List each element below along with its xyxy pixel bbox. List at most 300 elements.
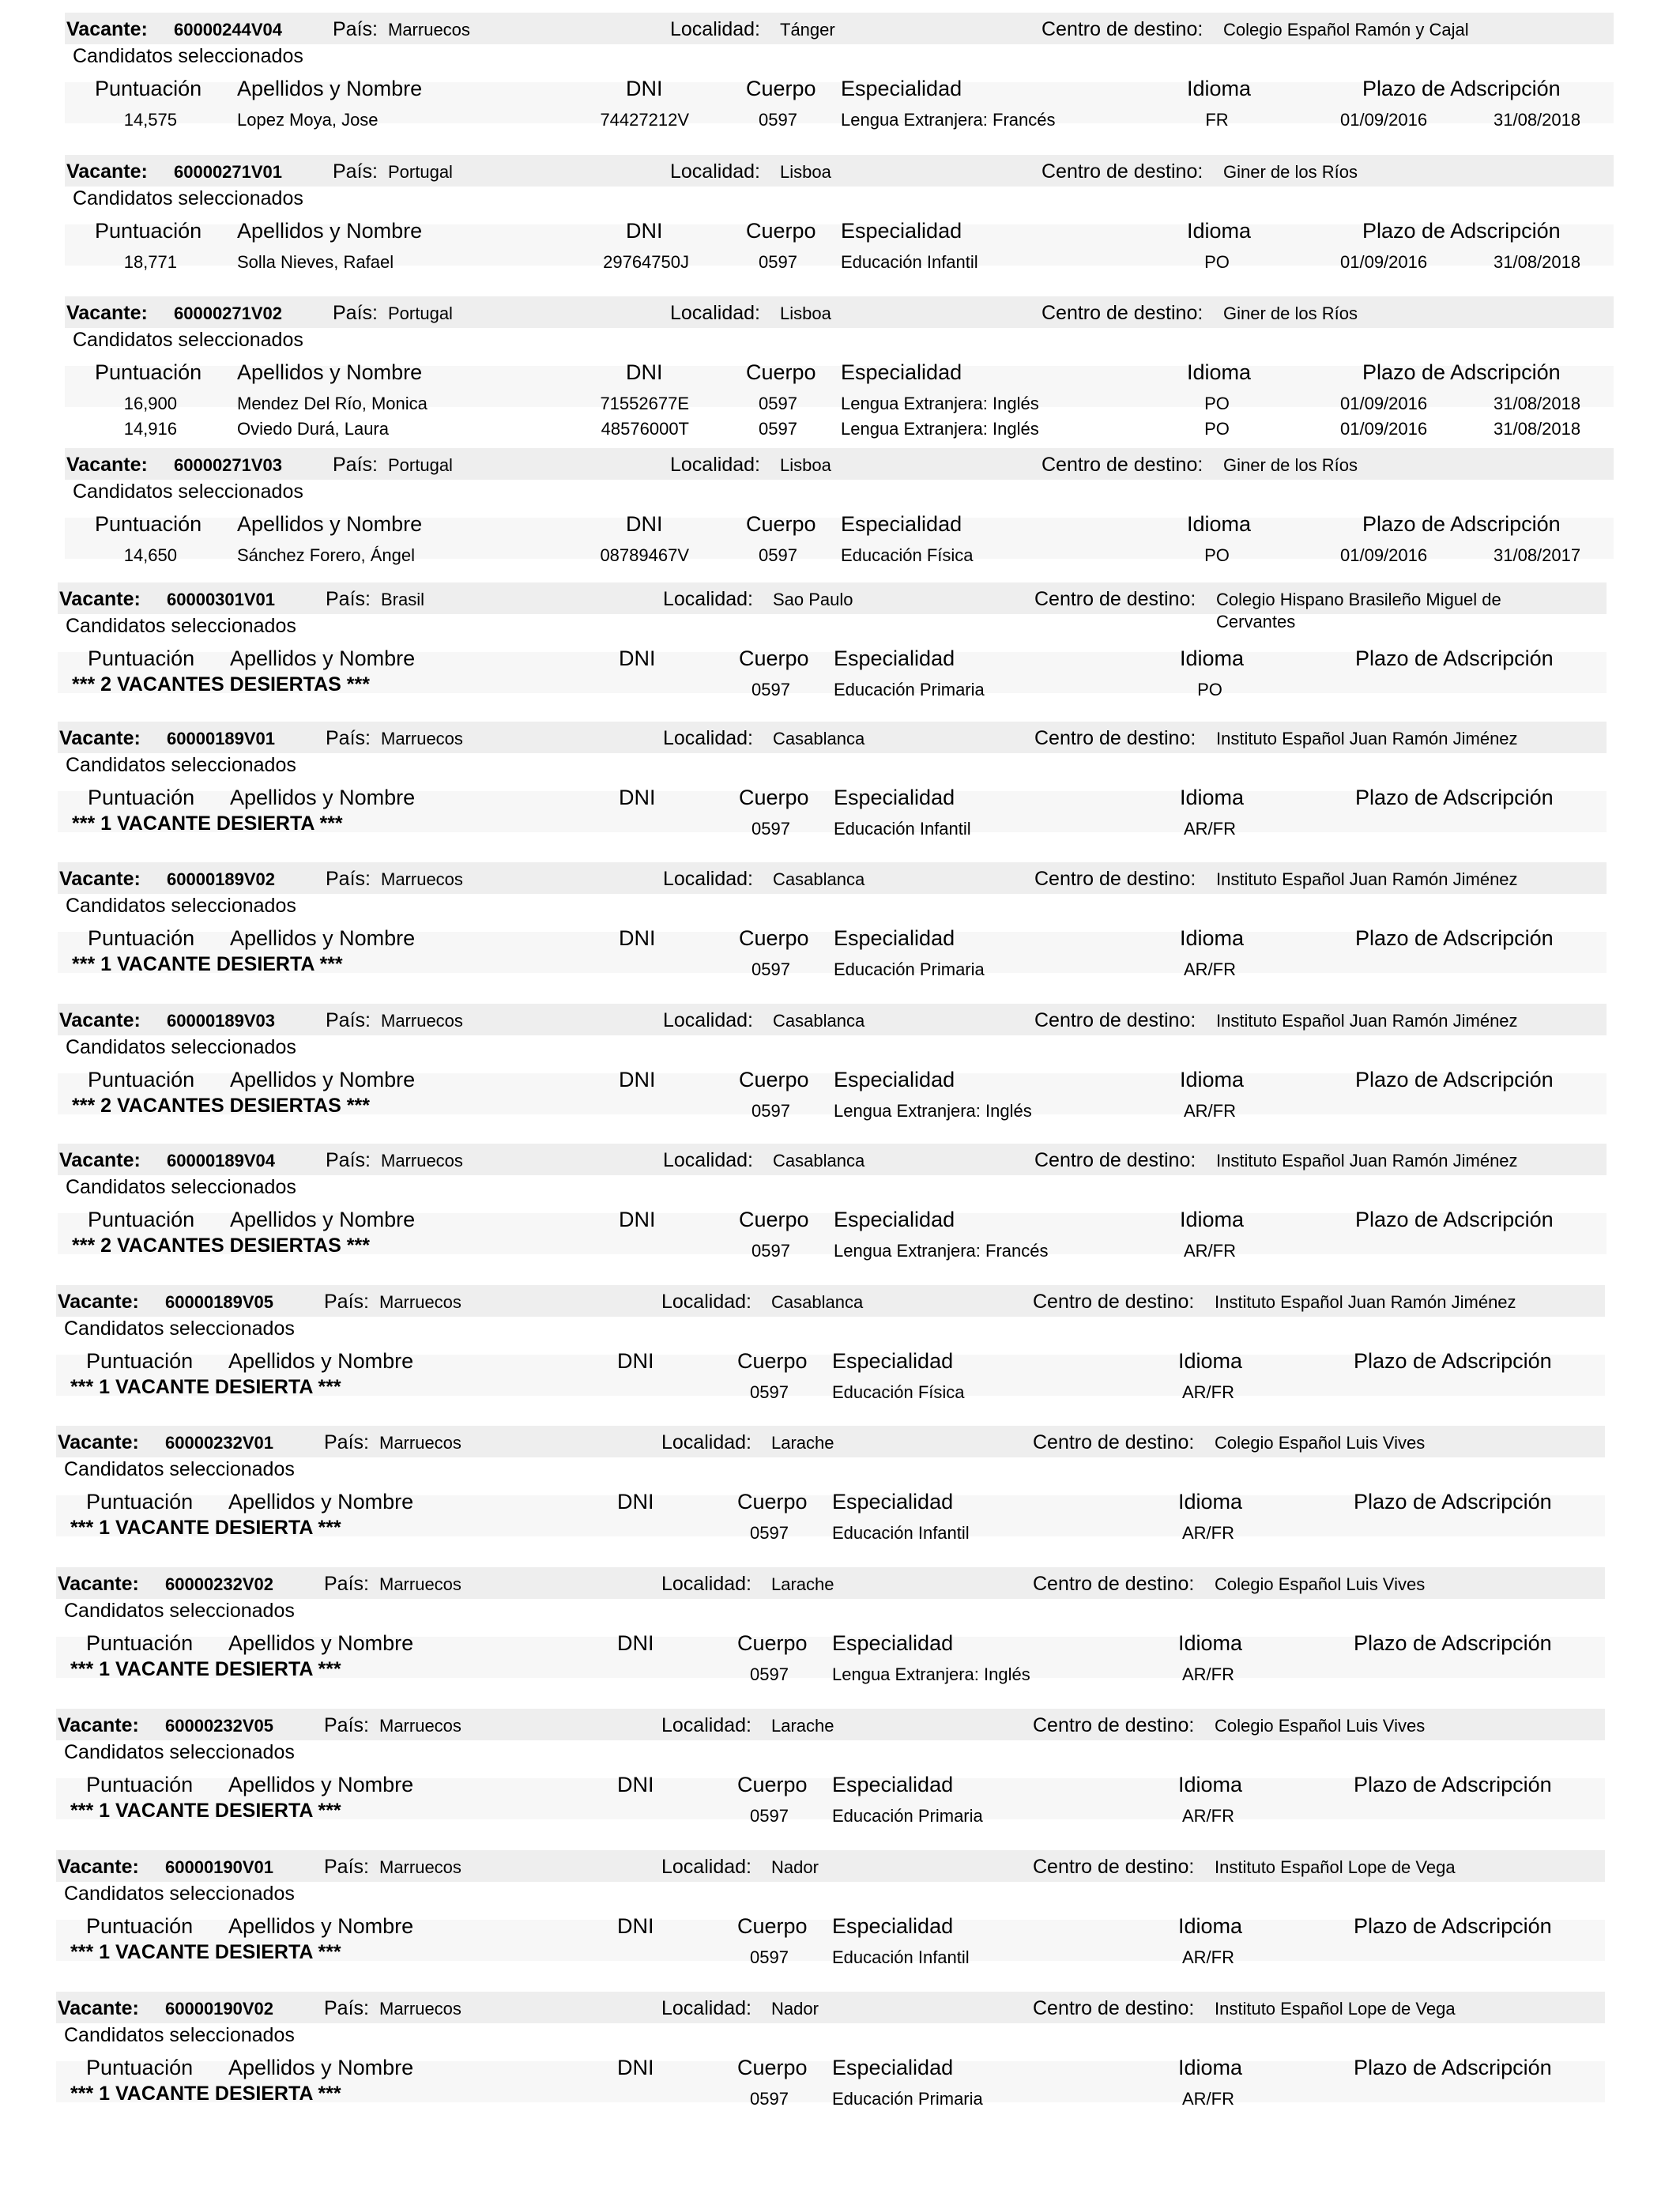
centro-value: Instituto Español Juan Ramón Jiménez — [1215, 1292, 1516, 1312]
pais-label: País: — [326, 1009, 371, 1031]
column-header-puntuacion: Puntuación — [88, 786, 195, 809]
vacante-block — [0, 155, 1680, 296]
column-header-dni: DNI — [617, 1773, 654, 1796]
vacante-desierta-notice: *** 1 VACANTE DESIERTA *** — [70, 1800, 341, 1822]
column-header-idioma: Idioma — [1187, 512, 1252, 536]
cell-puntuacion: 14,916 — [123, 419, 177, 439]
vacante-block — [0, 448, 1680, 582]
column-header-dni: DNI — [617, 1631, 654, 1655]
localidad-value: Casablanca — [773, 869, 865, 889]
cell-cuerpo: 0597 — [750, 1382, 789, 1402]
pais-label: País: — [324, 1714, 369, 1736]
column-header-especialidad: Especialidad — [832, 1349, 954, 1373]
centro-value: Instituto Español Lope de Vega — [1215, 1857, 1456, 1877]
pais-label: País: — [333, 160, 378, 183]
centro-label: Centro de destino: — [1034, 727, 1196, 749]
localidad-label: Localidad: — [661, 1714, 751, 1736]
cell-idioma: AR/FR — [1182, 2089, 1234, 2109]
vacante-code: 60000271V02 — [174, 303, 283, 323]
column-header-dni: DNI — [617, 1349, 654, 1373]
candidatos-heading: Candidatos seleccionados — [64, 1458, 295, 1480]
vacante-code: 60000232V02 — [165, 1574, 274, 1594]
column-header-puntuacion: Puntuación — [86, 1490, 194, 1514]
localidad-value: Casablanca — [773, 1011, 865, 1031]
column-header-especialidad: Especialidad — [841, 219, 962, 243]
cell-idioma: AR/FR — [1184, 1241, 1236, 1261]
pais-label: País: — [324, 1431, 369, 1453]
cell-cuerpo: 0597 — [750, 1523, 789, 1543]
vacante-code: 60000271V03 — [174, 455, 283, 475]
vacante-block — [0, 1567, 1680, 1709]
column-header-nombre: Apellidos y Nombre — [230, 786, 416, 809]
cell-idioma: PO — [1204, 252, 1230, 272]
column-header-cuerpo: Cuerpo — [746, 360, 816, 384]
vacante-code: 60000271V01 — [174, 162, 283, 182]
vacante-desierta-notice: *** 1 VACANTE DESIERTA *** — [70, 1517, 341, 1539]
column-header-plazo: Plazo de Adscripción — [1362, 360, 1561, 384]
cell-dni: 74427212V — [600, 110, 689, 130]
pais-label: País: — [333, 302, 378, 324]
vacante-desierta-notice: *** 1 VACANTE DESIERTA *** — [70, 1658, 341, 1680]
candidatos-heading: Candidatos seleccionados — [64, 1883, 295, 1905]
vacante-label: Vacante: — [59, 727, 141, 749]
localidad-label: Localidad: — [661, 1997, 751, 2019]
column-header-dni: DNI — [617, 1490, 654, 1514]
localidad-value: Larache — [771, 1716, 834, 1736]
column-header-cuerpo: Cuerpo — [739, 926, 809, 950]
column-header-puntuacion: Puntuación — [95, 512, 202, 536]
cell-especialidad: Lengua Extranjera: Francés — [834, 1241, 1049, 1261]
cell-cuerpo: 0597 — [750, 1806, 789, 1826]
cell-dni: 08789467V — [600, 545, 689, 565]
vacante-label: Vacante: — [58, 1856, 139, 1878]
column-header-cuerpo: Cuerpo — [737, 1631, 808, 1655]
cell-plazo-desde: 01/09/2016 — [1340, 419, 1428, 439]
column-header-cuerpo: Cuerpo — [746, 77, 816, 100]
cell-idioma: PO — [1204, 394, 1230, 413]
cell-cuerpo: 0597 — [750, 2089, 789, 2109]
candidatos-heading: Candidatos seleccionados — [64, 1600, 295, 1622]
candidatos-heading: Candidatos seleccionados — [66, 754, 296, 776]
column-header-plazo: Plazo de Adscripción — [1362, 512, 1561, 536]
cell-dni: 71552677E — [600, 394, 689, 413]
cell-dni: 29764750J — [603, 252, 689, 272]
cell-plazo-hasta: 31/08/2018 — [1494, 394, 1581, 413]
centro-value: Colegio Español Ramón y Cajal — [1223, 20, 1469, 40]
column-header-idioma: Idioma — [1187, 360, 1252, 384]
vacante-label: Vacante: — [66, 18, 148, 40]
column-header-cuerpo: Cuerpo — [737, 2056, 808, 2079]
localidad-value: Larache — [771, 1574, 834, 1594]
localidad-label: Localidad: — [670, 160, 760, 183]
cell-especialidad: Educación Primaria — [834, 959, 985, 979]
column-header-cuerpo: Cuerpo — [739, 786, 809, 809]
centro-value: Colegio Español Luis Vives — [1215, 1433, 1426, 1453]
column-header-especialidad: Especialidad — [834, 786, 955, 809]
column-header-plazo: Plazo de Adscripción — [1355, 1068, 1554, 1091]
column-header-idioma: Idioma — [1178, 1773, 1243, 1796]
column-header-especialidad: Especialidad — [841, 512, 962, 536]
vacante-code: 60000232V05 — [165, 1716, 274, 1736]
cell-plazo-desde: 01/09/2016 — [1340, 545, 1428, 565]
column-header-plazo: Plazo de Adscripción — [1354, 1490, 1552, 1514]
vacante-desierta-notice: *** 1 VACANTE DESIERTA *** — [70, 1941, 341, 1963]
cell-especialidad: Educación Infantil — [832, 1947, 970, 1967]
column-header-idioma: Idioma — [1180, 926, 1245, 950]
vacante-label: Vacante: — [59, 868, 141, 890]
centro-value: Giner de los Ríos — [1223, 162, 1358, 182]
localidad-label: Localidad: — [661, 1291, 751, 1313]
centro-label: Centro de destino: — [1033, 1431, 1195, 1453]
candidatos-heading: Candidatos seleccionados — [64, 1318, 295, 1340]
centro-value: Giner de los Ríos — [1223, 303, 1358, 323]
pais-value: Marruecos — [379, 1292, 461, 1312]
localidad-label: Localidad: — [670, 18, 760, 40]
vacante-desierta-notice: *** 1 VACANTE DESIERTA *** — [72, 953, 343, 975]
pais-label: País: — [324, 1997, 369, 2019]
column-header-dni: DNI — [626, 77, 663, 100]
localidad-value: Lisboa — [780, 162, 831, 182]
candidatos-heading: Candidatos seleccionados — [66, 1176, 296, 1198]
column-header-especialidad: Especialidad — [841, 77, 962, 100]
column-header-puntuacion: Puntuación — [95, 219, 202, 243]
cell-nombre: Solla Nieves, Rafael — [237, 252, 394, 272]
vacante-code: 60000189V02 — [167, 869, 276, 889]
column-header-puntuacion: Puntuación — [86, 1914, 194, 1938]
column-header-cuerpo: Cuerpo — [737, 1490, 808, 1514]
centro-label: Centro de destino: — [1033, 1997, 1195, 2019]
candidatos-heading: Candidatos seleccionados — [66, 895, 296, 917]
vacante-label: Vacante: — [66, 454, 148, 476]
cell-especialidad: Educación Infantil — [834, 819, 971, 839]
column-header-plazo: Plazo de Adscripción — [1354, 1631, 1552, 1655]
vacante-label: Vacante: — [58, 1997, 139, 2019]
column-header-especialidad: Especialidad — [832, 1631, 954, 1655]
cell-idioma: PO — [1204, 545, 1230, 565]
vacante-code: 60000189V01 — [167, 729, 276, 748]
cell-plazo-desde: 01/09/2016 — [1340, 394, 1428, 413]
column-header-dni: DNI — [617, 1914, 654, 1938]
pais-label: País: — [326, 588, 371, 610]
vacante-block — [0, 862, 1680, 1004]
column-header-puntuacion: Puntuación — [86, 1631, 194, 1655]
pais-label: País: — [326, 868, 371, 890]
pais-label: País: — [324, 1856, 369, 1878]
cell-cuerpo: 0597 — [750, 1947, 789, 1967]
vacante-block — [0, 1004, 1680, 1144]
column-header-especialidad: Especialidad — [832, 1773, 954, 1796]
localidad-label: Localidad: — [661, 1856, 751, 1878]
column-header-nombre: Apellidos y Nombre — [237, 360, 423, 384]
column-header-puntuacion: Puntuación — [88, 926, 195, 950]
cell-puntuacion: 14,650 — [123, 545, 177, 565]
column-header-dni: DNI — [619, 786, 656, 809]
column-header-especialidad: Especialidad — [834, 1208, 955, 1231]
vacante-desierta-notice: *** 2 VACANTES DESIERTAS *** — [72, 673, 370, 696]
cell-cuerpo: 0597 — [751, 680, 790, 699]
cell-idioma: AR/FR — [1182, 1947, 1234, 1967]
vacante-desierta-notice: *** 1 VACANTE DESIERTA *** — [72, 812, 343, 835]
localidad-label: Localidad: — [663, 1009, 753, 1031]
centro-label: Centro de destino: — [1033, 1291, 1195, 1313]
column-header-especialidad: Especialidad — [832, 1914, 954, 1938]
cell-idioma: AR/FR — [1182, 1664, 1234, 1684]
vacante-label: Vacante: — [58, 1291, 139, 1313]
vacante-label: Vacante: — [59, 1149, 141, 1171]
column-header-idioma: Idioma — [1178, 2056, 1243, 2079]
cell-especialidad: Educación Física — [832, 1382, 965, 1402]
vacante-desierta-notice: *** 1 VACANTE DESIERTA *** — [70, 2083, 341, 2105]
centro-value: Instituto Español Juan Ramón Jiménez — [1216, 1151, 1518, 1171]
localidad-value: Nador — [771, 1857, 819, 1877]
centro-label: Centro de destino: — [1034, 588, 1196, 610]
centro-label: Centro de destino: — [1042, 454, 1203, 476]
pais-label: País: — [333, 454, 378, 476]
vacante-code: 60000301V01 — [167, 590, 276, 609]
vacante-block — [0, 1426, 1680, 1567]
cell-cuerpo: 0597 — [751, 959, 790, 979]
centro-label: Centro de destino: — [1042, 160, 1203, 183]
cell-idioma: AR/FR — [1184, 959, 1236, 979]
cell-puntuacion: 18,771 — [123, 252, 177, 272]
column-header-idioma: Idioma — [1180, 1208, 1245, 1231]
column-header-especialidad: Especialidad — [834, 647, 955, 670]
cell-especialidad: Educación Infantil — [832, 1523, 970, 1543]
cell-idioma: FR — [1205, 110, 1229, 130]
localidad-label: Localidad: — [670, 454, 760, 476]
vacante-label: Vacante: — [59, 588, 141, 610]
centro-label: Centro de destino: — [1034, 1009, 1196, 1031]
column-header-plazo: Plazo de Adscripción — [1354, 1349, 1552, 1373]
cell-idioma: AR/FR — [1182, 1806, 1234, 1826]
cell-plazo-hasta: 31/08/2018 — [1494, 110, 1581, 130]
localidad-label: Localidad: — [663, 588, 753, 610]
column-header-idioma: Idioma — [1180, 786, 1245, 809]
column-header-nombre: Apellidos y Nombre — [237, 512, 423, 536]
localidad-label: Localidad: — [661, 1573, 751, 1595]
column-header-nombre: Apellidos y Nombre — [230, 1068, 416, 1091]
column-header-cuerpo: Cuerpo — [737, 1773, 808, 1796]
candidatos-heading: Candidatos seleccionados — [66, 615, 296, 637]
cell-plazo-desde: 01/09/2016 — [1340, 110, 1428, 130]
cell-plazo-hasta: 31/08/2017 — [1494, 545, 1581, 565]
candidatos-heading: Candidatos seleccionados — [66, 1036, 296, 1058]
column-header-puntuacion: Puntuación — [88, 1068, 195, 1091]
cell-cuerpo: 0597 — [759, 252, 797, 272]
cell-especialidad: Educación Infantil — [841, 252, 978, 272]
centro-value: Instituto Español Juan Ramón Jiménez — [1216, 729, 1518, 748]
vacante-block — [0, 1144, 1680, 1285]
cell-idioma: AR/FR — [1184, 819, 1236, 839]
column-header-cuerpo: Cuerpo — [737, 1914, 808, 1938]
cell-idioma: AR/FR — [1182, 1382, 1234, 1402]
cell-plazo-desde: 01/09/2016 — [1340, 252, 1428, 272]
cell-especialidad: Educación Primaria — [832, 2089, 983, 2109]
vacante-label: Vacante: — [59, 1009, 141, 1031]
column-header-nombre: Apellidos y Nombre — [228, 1349, 414, 1373]
vacante-label: Vacante: — [58, 1573, 139, 1595]
pais-value: Marruecos — [381, 729, 463, 748]
candidatos-heading: Candidatos seleccionados — [73, 187, 303, 209]
column-header-dni: DNI — [626, 360, 663, 384]
vacante-code: 60000190V01 — [165, 1857, 274, 1877]
candidatos-heading: Candidatos seleccionados — [73, 481, 303, 503]
cell-especialidad: Educación Primaria — [832, 1806, 983, 1826]
column-header-dni: DNI — [626, 219, 663, 243]
cell-especialidad: Lengua Extranjera: Inglés — [841, 419, 1039, 439]
cell-cuerpo: 0597 — [759, 110, 797, 130]
cell-nombre: Sánchez Forero, Ángel — [237, 545, 416, 565]
column-header-nombre: Apellidos y Nombre — [230, 647, 416, 670]
column-header-nombre: Apellidos y Nombre — [237, 77, 423, 100]
vacante-block — [0, 1709, 1680, 1850]
localidad-value: Casablanca — [773, 1151, 865, 1171]
localidad-value: Lisboa — [780, 303, 831, 323]
centro-label: Centro de destino: — [1033, 1573, 1195, 1595]
column-header-puntuacion: Puntuación — [95, 77, 202, 100]
centro-value: Colegio Hispano Brasileño Miguel de Cervantes — [1216, 590, 1501, 631]
localidad-value: Larache — [771, 1433, 834, 1453]
column-header-plazo: Plazo de Adscripción — [1354, 1773, 1552, 1796]
cell-cuerpo: 0597 — [759, 545, 797, 565]
vacante-block — [0, 1992, 1680, 2134]
vacante-block — [0, 296, 1680, 448]
cell-cuerpo: 0597 — [759, 394, 797, 413]
column-header-dni: DNI — [617, 2056, 654, 2079]
pais-value: Marruecos — [381, 869, 463, 889]
column-header-plazo: Plazo de Adscripción — [1354, 2056, 1552, 2079]
cell-cuerpo: 0597 — [759, 419, 797, 439]
column-header-idioma: Idioma — [1178, 1490, 1243, 1514]
cell-especialidad: Lengua Extranjera: Francés — [841, 110, 1056, 130]
column-header-nombre: Apellidos y Nombre — [228, 1914, 414, 1938]
localidad-label: Localidad: — [663, 1149, 753, 1171]
cell-especialidad: Educación Física — [841, 545, 974, 565]
column-header-dni: DNI — [619, 1208, 656, 1231]
localidad-value: Casablanca — [773, 729, 865, 748]
pais-label: País: — [326, 1149, 371, 1171]
cell-idioma: PO — [1204, 419, 1230, 439]
column-header-cuerpo: Cuerpo — [746, 219, 816, 243]
cell-nombre: Oviedo Durá, Laura — [237, 419, 389, 439]
column-header-nombre: Apellidos y Nombre — [230, 1208, 416, 1231]
centro-label: Centro de destino: — [1042, 18, 1203, 40]
column-header-dni: DNI — [626, 512, 663, 536]
cell-idioma: PO — [1197, 680, 1222, 699]
pais-value: Brasil — [381, 590, 425, 609]
localidad-label: Localidad: — [661, 1431, 751, 1453]
centro-value: Instituto Español Lope de Vega — [1215, 1999, 1456, 2019]
column-header-dni: DNI — [619, 647, 656, 670]
column-header-especialidad: Especialidad — [834, 1068, 955, 1091]
vacante-label: Vacante: — [66, 302, 148, 324]
vacante-label: Vacante: — [58, 1431, 139, 1453]
cell-especialidad: Lengua Extranjera: Inglés — [841, 394, 1039, 413]
pais-label: País: — [326, 727, 371, 749]
localidad-value: Sao Paulo — [773, 590, 853, 609]
cell-idioma: AR/FR — [1182, 1523, 1234, 1543]
vacante-code: 60000232V01 — [165, 1433, 274, 1453]
column-header-puntuacion: Puntuación — [88, 647, 195, 670]
cell-cuerpo: 0597 — [750, 1664, 789, 1684]
candidatos-heading: Candidatos seleccionados — [64, 1741, 295, 1763]
cell-especialidad: Lengua Extranjera: Inglés — [832, 1664, 1030, 1684]
localidad-value: Nador — [771, 1999, 819, 2019]
centro-value: Instituto Español Juan Ramón Jiménez — [1216, 1011, 1518, 1031]
pais-label: País: — [324, 1291, 369, 1313]
centro-value: Colegio Español Luis Vives — [1215, 1574, 1426, 1594]
cell-nombre: Mendez Del Río, Monica — [237, 394, 428, 413]
column-header-nombre: Apellidos y Nombre — [230, 926, 416, 950]
centro-value: Colegio Español Luis Vives — [1215, 1716, 1426, 1736]
candidatos-heading: Candidatos seleccionados — [73, 45, 303, 67]
column-header-cuerpo: Cuerpo — [739, 1208, 809, 1231]
pais-value: Marruecos — [379, 1999, 461, 2019]
column-header-especialidad: Especialidad — [832, 2056, 954, 2079]
column-header-dni: DNI — [619, 1068, 656, 1091]
column-header-cuerpo: Cuerpo — [737, 1349, 808, 1373]
vacante-block — [0, 1850, 1680, 1992]
column-header-cuerpo: Cuerpo — [739, 1068, 809, 1091]
vacante-block — [0, 1285, 1680, 1426]
column-header-especialidad: Especialidad — [841, 360, 962, 384]
pais-value: Marruecos — [388, 20, 470, 40]
centro-label: Centro de destino: — [1033, 1714, 1195, 1736]
column-header-puntuacion: Puntuación — [86, 2056, 194, 2079]
localidad-value: Casablanca — [771, 1292, 864, 1312]
cell-dni: 48576000T — [601, 419, 689, 439]
column-header-idioma: Idioma — [1180, 647, 1245, 670]
centro-label: Centro de destino: — [1034, 868, 1196, 890]
column-header-idioma: Idioma — [1187, 77, 1252, 100]
pais-value: Marruecos — [379, 1716, 461, 1736]
localidad-value: Tánger — [780, 20, 835, 40]
column-header-nombre: Apellidos y Nombre — [228, 1631, 414, 1655]
column-header-especialidad: Especialidad — [834, 926, 955, 950]
pais-value: Marruecos — [381, 1011, 463, 1031]
candidatos-heading: Candidatos seleccionados — [73, 329, 303, 351]
column-header-plazo: Plazo de Adscripción — [1354, 1914, 1552, 1938]
vacante-block — [0, 722, 1680, 862]
centro-value: Giner de los Ríos — [1223, 455, 1358, 475]
cell-cuerpo: 0597 — [751, 1101, 790, 1121]
localidad-label: Localidad: — [663, 727, 753, 749]
pais-value: Marruecos — [381, 1151, 463, 1171]
column-header-puntuacion: Puntuación — [95, 360, 202, 384]
column-header-plazo: Plazo de Adscripción — [1355, 786, 1554, 809]
centro-label: Centro de destino: — [1034, 1149, 1196, 1171]
vacante-code: 60000190V02 — [165, 1999, 274, 2019]
column-header-especialidad: Especialidad — [832, 1490, 954, 1514]
pais-value: Marruecos — [379, 1433, 461, 1453]
column-header-dni: DNI — [619, 926, 656, 950]
pais-value: Portugal — [388, 162, 453, 182]
column-header-plazo: Plazo de Adscripción — [1362, 77, 1561, 100]
column-header-cuerpo: Cuerpo — [739, 647, 809, 670]
cell-especialidad: Educación Primaria — [834, 680, 985, 699]
column-header-puntuacion: Puntuación — [86, 1773, 194, 1796]
column-header-idioma: Idioma — [1187, 219, 1252, 243]
vacante-label: Vacante: — [66, 160, 148, 183]
column-header-plazo: Plazo de Adscripción — [1355, 926, 1554, 950]
candidatos-heading: Candidatos seleccionados — [64, 2024, 295, 2046]
cell-cuerpo: 0597 — [751, 1241, 790, 1261]
column-header-nombre: Apellidos y Nombre — [228, 1490, 414, 1514]
pais-value: Marruecos — [379, 1574, 461, 1594]
vacante-desierta-notice: *** 2 VACANTES DESIERTAS *** — [72, 1235, 370, 1257]
pais-value: Portugal — [388, 303, 453, 323]
pais-label: País: — [333, 18, 378, 40]
